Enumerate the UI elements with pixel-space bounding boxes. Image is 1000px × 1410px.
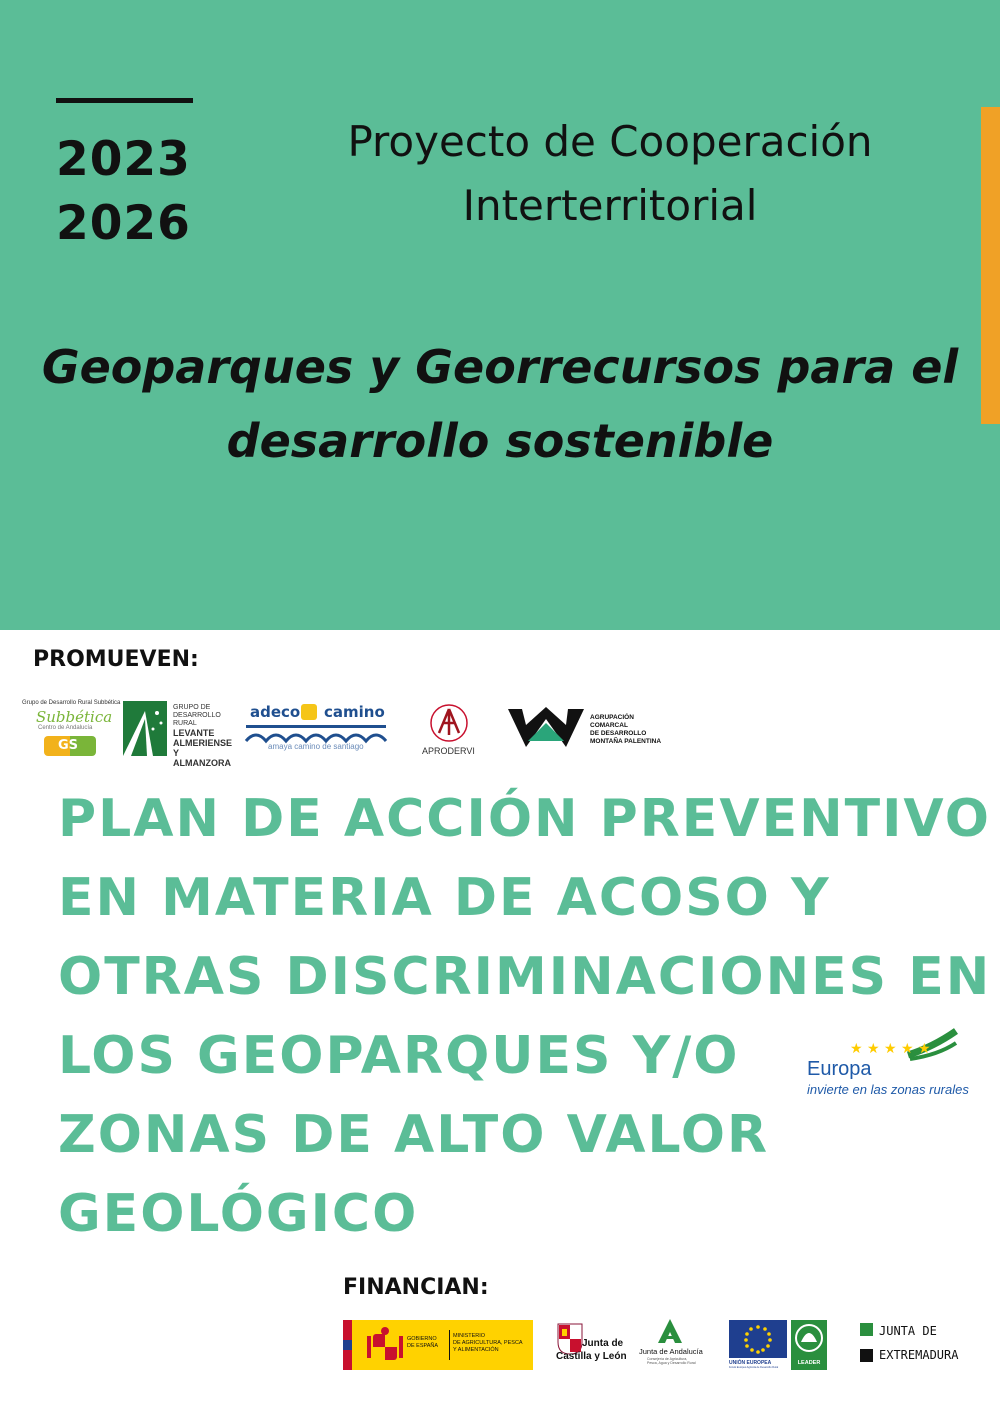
castilla-leon-logo: Junta de Castilla y León: [556, 1322, 631, 1370]
years-block: [56, 128, 191, 256]
montana-emblem-icon: [508, 705, 584, 751]
project-title: [20, 330, 980, 478]
montana-palentina-logo: [508, 705, 663, 755]
promueven-label: PROMUEVEN:: [33, 647, 199, 672]
flag-stripe-blue: [343, 1340, 352, 1350]
year-end: 2026: [56, 196, 191, 251]
adeco-camino-logo: adeco camino amaya camino de santiago: [246, 703, 386, 755]
gobierno-divider: [449, 1330, 450, 1360]
title-line: desarrollo sostenible: [226, 414, 774, 468]
divider-rule: [56, 98, 193, 103]
subbetica-logo: [22, 700, 121, 760]
bridge-icon: [246, 723, 386, 741]
plan-title-line: ZONAS DE ALTO VALOR: [58, 1105, 770, 1165]
financian-label: FINANCIAN:: [343, 1275, 489, 1300]
shell-icon: [301, 704, 317, 720]
levante-text: GRUPO DE DESARROLLO RURAL LEVANTE ALMERIENSE Y ALMANZORA: [173, 704, 233, 768]
year-start: 2023: [56, 132, 191, 187]
leader-icon: LEADER: [791, 1320, 827, 1370]
extremadura-black-square: [860, 1349, 873, 1362]
title-line: Geoparques y Georrecursos para el: [41, 340, 959, 394]
europa-title: Europa: [807, 1058, 872, 1080]
gobierno-espana-logo: [343, 1320, 533, 1370]
subbetica-name: Subbética: [36, 708, 113, 726]
extremadura-green-square: [860, 1323, 873, 1336]
gobierno-text: GOBIERNO DE ESPAÑA: [407, 1336, 439, 1349]
project-subtitle: [300, 110, 920, 238]
eu-flag-icon: [729, 1320, 787, 1358]
europa-logo: [806, 1025, 969, 1105]
union-europea-logo: LEADER UNIÓN EUROPEA Fondo Europeo Agrícola de Desarrollo Rural: [729, 1320, 829, 1370]
svg-text:★ ★ ★ ★ ★: ★ ★ ★ ★ ★: [850, 1041, 931, 1057]
andalucia-sub: Consejería de Agricultura, Pesca, Agua y Desarrollo Rural: [647, 1357, 696, 1365]
subbetica-sub: Centro de Andalucía: [38, 725, 93, 731]
plan-title: [58, 780, 992, 1254]
plan-title-line: PLAN DE ACCIÓN PREVENTIVO: [58, 789, 991, 849]
europa-subtitle: invierte en las zonas rurales: [807, 1082, 969, 1097]
europa-stars-icon: [848, 1025, 958, 1061]
aprodervi-logo: APRODERVI: [422, 703, 477, 758]
coat-of-arms-icon: [365, 1326, 405, 1364]
montana-text: AGRUPACIÓN COMARCAL DE DESARROLLO MONTAÑA PALENTINA: [590, 714, 662, 745]
subtitle-line: Interterritorial: [462, 181, 758, 230]
castilla-shield-icon: [558, 1324, 582, 1354]
hero-banner: [0, 0, 1000, 630]
levante-emblem-icon: [123, 701, 167, 756]
junta-andalucia-logo: Junta de Andalucía Consejería de Agricultura, Pesca, Agua y Desarrollo Rural: [637, 1318, 707, 1370]
levante-logo: [123, 701, 238, 768]
accent-bar: [981, 107, 1000, 424]
plan-title-line: GEOLÓGICO: [58, 1184, 419, 1244]
aprodervi-emblem-icon: [429, 703, 469, 743]
andalucia-emblem-icon: [657, 1318, 683, 1344]
subbetica-mark-icon: GS: [44, 736, 96, 756]
subbetica-top-text: Grupo de Desarrollo Rural Subbética: [22, 700, 121, 706]
plan-title-line: OTRAS DISCRIMINACIONES EN: [58, 947, 992, 1007]
subtitle-line: Proyecto de Cooperación: [347, 117, 873, 166]
plan-title-line: EN MATERIA DE ACOSO Y: [58, 868, 831, 928]
junta-extremadura-logo: JUNTA DE EXTREMADURA: [860, 1322, 975, 1368]
ministerio-text: MINISTERIO DE AGRICULTURA, PESCA Y ALIMENTACIÓN: [453, 1333, 523, 1353]
plan-title-line: LOS GEOPARQUES Y/O: [58, 1026, 740, 1086]
